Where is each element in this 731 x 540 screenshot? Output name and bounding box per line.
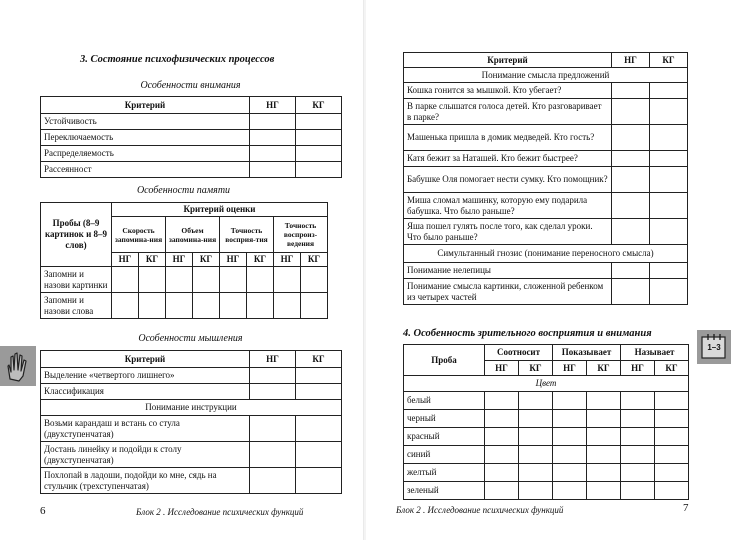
memory-cell[interactable] xyxy=(247,267,274,293)
criteria-header-kg: КГ xyxy=(650,53,688,68)
left-page xyxy=(0,0,364,540)
memory-criterion: Точность восприя-тия xyxy=(220,217,274,253)
visual-group-header: Показывает xyxy=(553,345,621,361)
thinking-ng-cell[interactable] xyxy=(250,368,296,384)
attention-ng-cell[interactable] xyxy=(250,162,296,178)
criteria-kg-cell[interactable] xyxy=(650,151,688,167)
visual-group-header: Соотносит xyxy=(485,345,553,361)
memory-kg: КГ xyxy=(247,253,274,267)
visual-cell[interactable] xyxy=(587,464,621,482)
visual-ng: НГ xyxy=(553,361,587,376)
criteria-row-label: Миша сломал машинку, которую ему подарила бабушка. Что было раньше? xyxy=(404,193,612,219)
instruction-group-header: Понимание инструкции xyxy=(41,400,342,416)
attention-table xyxy=(40,96,342,178)
visual-cell[interactable] xyxy=(655,410,689,428)
visual-cell[interactable] xyxy=(621,464,655,482)
simultaneous-gnosis-group: Симультанный гнозис (понимание переносного смысла) xyxy=(404,245,688,263)
criteria-ng-cell[interactable] xyxy=(612,193,650,219)
thinking-kg-cell[interactable] xyxy=(296,468,342,494)
color-row-label: желтый xyxy=(404,464,485,482)
thinking-row-label: Возьми карандаш и встань со стула (двухступенчатая) xyxy=(41,416,250,442)
color-group-header: Цвет xyxy=(404,376,689,392)
memory-cell[interactable] xyxy=(247,293,274,319)
thinking-kg-cell[interactable] xyxy=(296,416,342,442)
attention-ng-cell[interactable] xyxy=(250,130,296,146)
criteria-kg-cell[interactable] xyxy=(650,99,688,125)
thumb-tab-right xyxy=(697,330,731,364)
page-number-right: 7 xyxy=(683,502,689,514)
visual-cell[interactable] xyxy=(587,482,621,500)
attention-header-ng: НГ xyxy=(250,97,296,114)
section-4-title: 4. Особенность зрительного восприятия и внимания xyxy=(403,328,652,339)
memory-cell[interactable] xyxy=(112,267,139,293)
visual-cell[interactable] xyxy=(621,482,655,500)
criteria-kg-cell[interactable] xyxy=(650,193,688,219)
memory-cell[interactable] xyxy=(193,293,220,319)
criteria-ng-cell[interactable] xyxy=(612,151,650,167)
visual-cell[interactable] xyxy=(519,482,553,500)
attention-subtitle: Особенности внимания xyxy=(140,80,241,91)
attention-kg-cell[interactable] xyxy=(296,130,342,146)
visual-cell[interactable] xyxy=(587,392,621,410)
criteria-table xyxy=(403,52,688,305)
attention-header-kg: КГ xyxy=(296,97,342,114)
criteria-row-label: Понимание нелепицы xyxy=(404,263,612,279)
criteria-header-criterion: Критерий xyxy=(404,53,612,68)
criteria-ng-cell[interactable] xyxy=(612,279,650,305)
criteria-kg-cell[interactable] xyxy=(650,83,688,99)
visual-cell[interactable] xyxy=(519,410,553,428)
attention-kg-cell[interactable] xyxy=(296,146,342,162)
thinking-ng-cell[interactable] xyxy=(250,442,296,468)
thinking-kg-cell[interactable] xyxy=(296,368,342,384)
memory-table xyxy=(40,202,328,319)
visual-cell[interactable] xyxy=(519,464,553,482)
attention-row-label: Рассеянност xyxy=(41,162,250,178)
criteria-header-ng: НГ xyxy=(612,53,650,68)
visual-cell[interactable] xyxy=(519,392,553,410)
visual-cell[interactable] xyxy=(519,446,553,464)
criteria-ng-cell[interactable] xyxy=(612,167,650,193)
criteria-kg-cell[interactable] xyxy=(650,167,688,193)
thinking-kg-cell[interactable] xyxy=(296,384,342,400)
visual-kg: КГ xyxy=(519,361,553,376)
thinking-row-label: Выделение «четвертого лишнего» xyxy=(41,368,250,384)
attention-row-label: Переключаемость xyxy=(41,130,250,146)
visual-cell[interactable] xyxy=(485,428,519,446)
visual-cell[interactable] xyxy=(485,482,519,500)
memory-row-label: Запомни и назови картинки xyxy=(41,267,112,293)
visual-probe-header: Проба xyxy=(404,345,485,376)
criteria-row-label: Бабушке Оля помогает нести сумку. Кто помощник? xyxy=(404,167,612,193)
memory-cell[interactable] xyxy=(220,293,247,319)
sentence-meaning-group: Понимание смысла предложений xyxy=(404,68,688,83)
memory-criterion: Скорость запомина-ния xyxy=(112,217,166,253)
attention-row-label: Распределяемость xyxy=(41,146,250,162)
memory-cell[interactable] xyxy=(301,293,328,319)
thinking-row-label: Классификация xyxy=(41,384,250,400)
thinking-ng-cell[interactable] xyxy=(250,416,296,442)
calendar-label: 1–3 xyxy=(707,343,721,352)
criteria-row-label: В парке слышатся голоса детей. Кто разговаривает в парке? xyxy=(404,99,612,125)
color-row-label: белый xyxy=(404,392,485,410)
criteria-kg-cell[interactable] xyxy=(650,219,688,245)
attention-ng-cell[interactable] xyxy=(250,114,296,130)
memory-ng: НГ xyxy=(166,253,193,267)
criteria-row-label: Кошка гонится за мышкой. Кто убегает? xyxy=(404,83,612,99)
thinking-table xyxy=(40,350,342,494)
thinking-ng-cell[interactable] xyxy=(250,384,296,400)
criteria-ng-cell[interactable] xyxy=(612,99,650,125)
thumb-tab-left xyxy=(0,346,36,386)
visual-cell[interactable] xyxy=(553,446,587,464)
memory-cell[interactable] xyxy=(139,267,166,293)
visual-cell[interactable] xyxy=(519,428,553,446)
visual-cell[interactable] xyxy=(621,446,655,464)
memory-criterion: Точность воспроиз-ведения xyxy=(274,217,328,253)
memory-subtitle: Особенности памяти xyxy=(136,185,231,196)
memory-criteria-header: Критерий оценки xyxy=(112,203,328,217)
visual-cell[interactable] xyxy=(485,446,519,464)
memory-cell[interactable] xyxy=(166,267,193,293)
memory-cell[interactable] xyxy=(112,293,139,319)
memory-cell[interactable] xyxy=(274,267,301,293)
thinking-header-criterion: Критерий xyxy=(41,351,250,368)
criteria-row-label: Понимание смысла картинки, сложенной ребенком из четырех частей xyxy=(404,279,612,305)
memory-ng: НГ xyxy=(274,253,301,267)
memory-kg: КГ xyxy=(301,253,328,267)
criteria-row-label: Машенька пришла в домик медведей. Кто гость? xyxy=(404,125,612,151)
thinking-row-label: Похлопай в ладоши, подойди ко мне, сядь на стульчик (трехступенчатая) xyxy=(41,468,250,494)
criteria-row-label: Яша пошел гулять после того, как сделал уроки. Что было раньше? xyxy=(404,219,612,245)
visual-cell[interactable] xyxy=(621,410,655,428)
visual-ng: НГ xyxy=(621,361,655,376)
criteria-ng-cell[interactable] xyxy=(612,83,650,99)
visual-cell[interactable] xyxy=(655,392,689,410)
footer-right: Блок 2 . Исследование психических функций xyxy=(396,505,564,515)
visual-perception-table xyxy=(403,344,689,500)
visual-cell[interactable] xyxy=(621,392,655,410)
attention-ng-cell[interactable] xyxy=(250,146,296,162)
visual-cell[interactable] xyxy=(655,482,689,500)
visual-cell[interactable] xyxy=(553,464,587,482)
visual-kg: КГ xyxy=(587,361,621,376)
visual-cell[interactable] xyxy=(655,464,689,482)
memory-ng: НГ xyxy=(112,253,139,267)
memory-probe-header: Пробы (8–9 картинок и 8–9 слов) xyxy=(41,203,112,267)
visual-cell[interactable] xyxy=(553,392,587,410)
memory-kg: КГ xyxy=(139,253,166,267)
memory-cell[interactable] xyxy=(166,293,193,319)
thinking-header-kg: КГ xyxy=(296,351,342,368)
color-row-label: синий xyxy=(404,446,485,464)
memory-cell[interactable] xyxy=(193,267,220,293)
thinking-ng-cell[interactable] xyxy=(250,468,296,494)
visual-cell[interactable] xyxy=(553,410,587,428)
visual-cell[interactable] xyxy=(485,410,519,428)
attention-row-label: Устойчивость xyxy=(41,114,250,130)
visual-cell[interactable] xyxy=(587,428,621,446)
visual-cell[interactable] xyxy=(587,410,621,428)
section-3-title: 3. Состояние психофизических процессов xyxy=(80,54,275,65)
visual-cell[interactable] xyxy=(655,428,689,446)
thinking-kg-cell[interactable] xyxy=(296,442,342,468)
visual-cell[interactable] xyxy=(485,392,519,410)
memory-cell[interactable] xyxy=(220,267,247,293)
thinking-row-label: Достань линейку и подойди к столу (двухступенчатая) xyxy=(41,442,250,468)
criteria-kg-cell[interactable] xyxy=(650,263,688,279)
color-row-label: красный xyxy=(404,428,485,446)
criteria-ng-cell[interactable] xyxy=(612,263,650,279)
criteria-ng-cell[interactable] xyxy=(612,219,650,245)
visual-ng: НГ xyxy=(485,361,519,376)
visual-group-header: Называет xyxy=(621,345,689,361)
right-page xyxy=(366,0,731,540)
memory-cell[interactable] xyxy=(274,293,301,319)
visual-cell[interactable] xyxy=(655,446,689,464)
criteria-row-label: Катя бежит за Наташей. Кто бежит быстрее? xyxy=(404,151,612,167)
visual-cell[interactable] xyxy=(553,428,587,446)
memory-ng: НГ xyxy=(220,253,247,267)
visual-cell[interactable] xyxy=(587,446,621,464)
color-row-label: черный xyxy=(404,410,485,428)
hand-icon xyxy=(0,346,36,386)
memory-row-label: Запомни и назови слова xyxy=(41,293,112,319)
attention-kg-cell[interactable] xyxy=(296,162,342,178)
visual-cell[interactable] xyxy=(621,428,655,446)
attention-kg-cell[interactable] xyxy=(296,114,342,130)
criteria-kg-cell[interactable] xyxy=(650,125,688,151)
visual-cell[interactable] xyxy=(485,464,519,482)
visual-kg: КГ xyxy=(655,361,689,376)
footer-left: Блок 2 . Исследование психических функций xyxy=(136,507,304,517)
memory-cell[interactable] xyxy=(301,267,328,293)
memory-criterion: Объем запомина-ния xyxy=(166,217,220,253)
memory-kg: КГ xyxy=(193,253,220,267)
thinking-header-ng: НГ xyxy=(250,351,296,368)
criteria-ng-cell[interactable] xyxy=(612,125,650,151)
attention-header-criterion: Критерий xyxy=(41,97,250,114)
page-number-left: 6 xyxy=(40,505,46,517)
memory-cell[interactable] xyxy=(139,293,166,319)
visual-cell[interactable] xyxy=(553,482,587,500)
thinking-subtitle: Особенности мышления xyxy=(138,333,243,344)
color-row-label: зеленый xyxy=(404,482,485,500)
criteria-kg-cell[interactable] xyxy=(650,279,688,305)
